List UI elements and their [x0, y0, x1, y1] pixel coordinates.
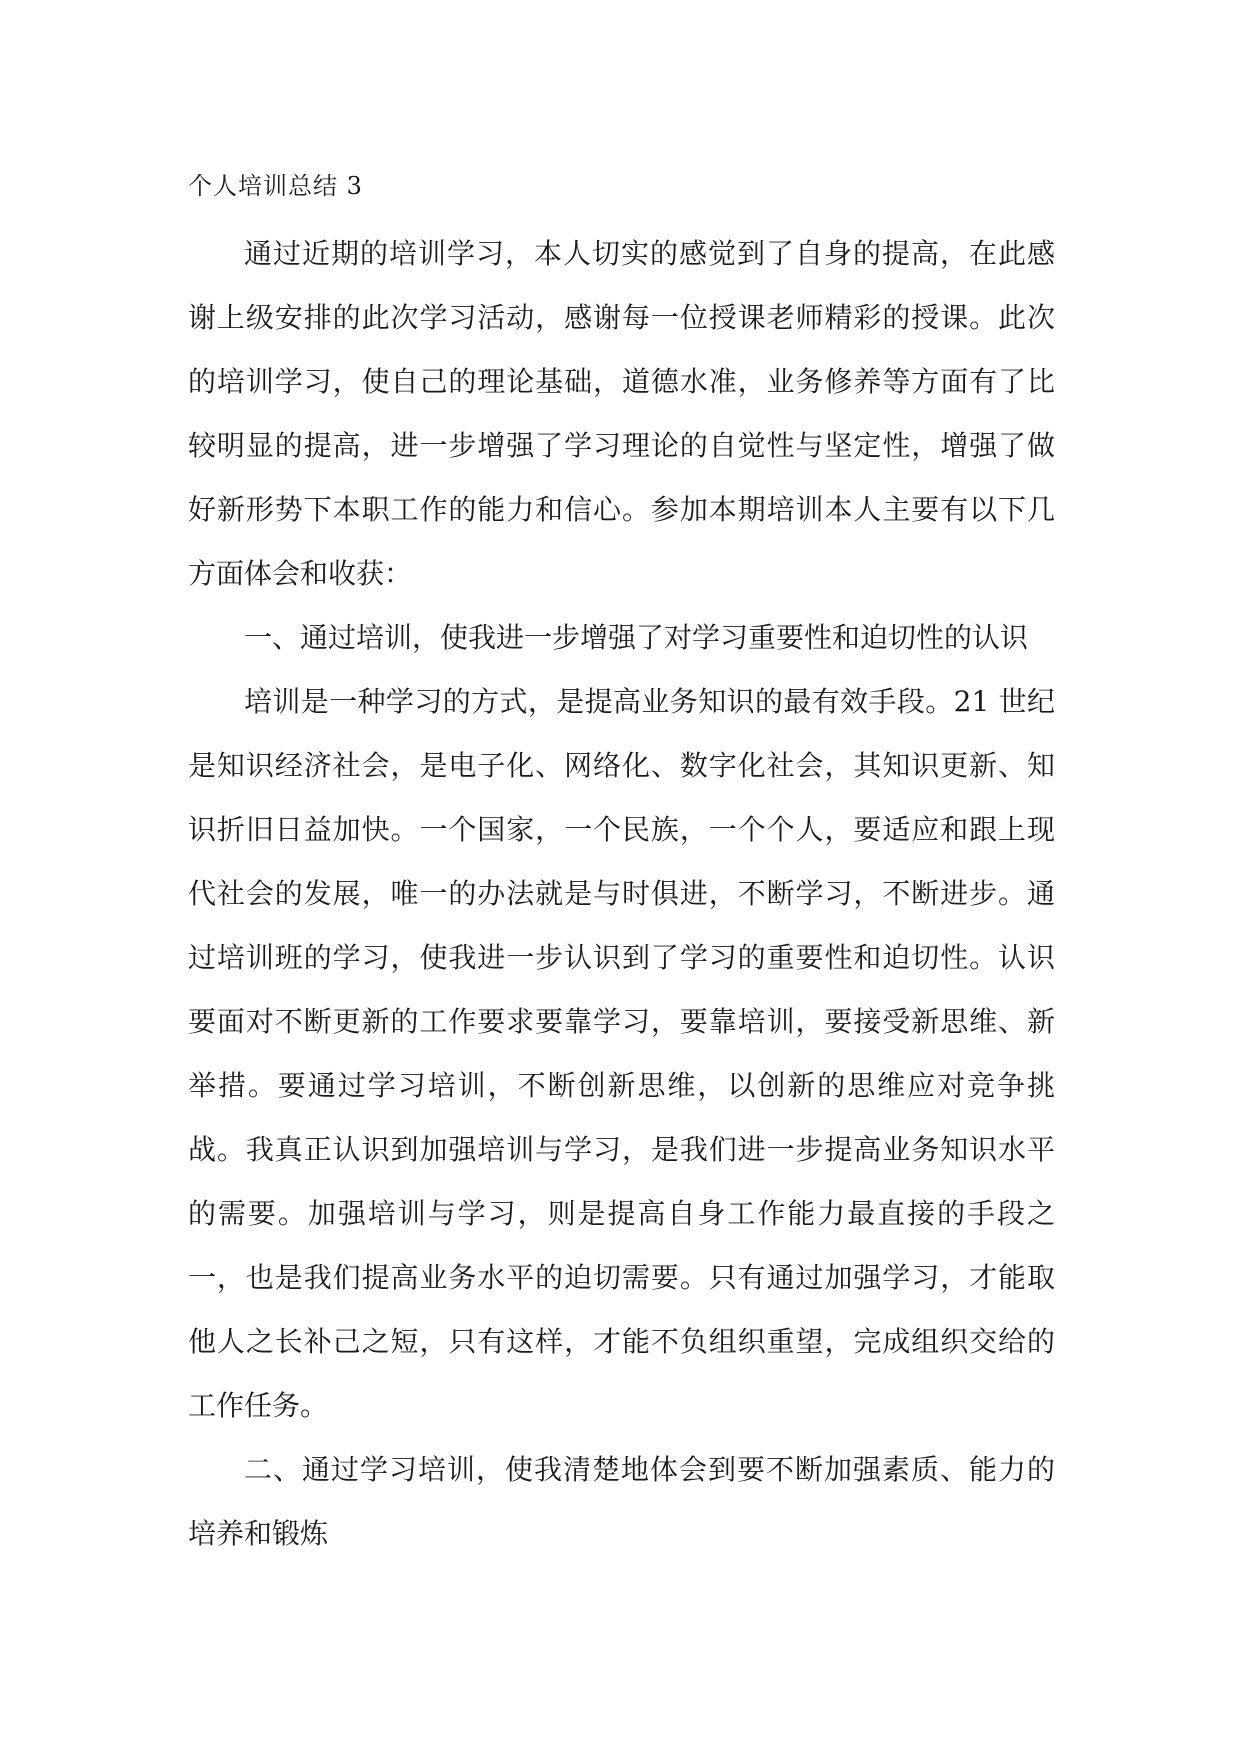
paragraph-intro: 通过近期的培训学习，本人切实的感觉到了自身的提高，在此感谢上级安排的此次学习活动，感谢每一位授课老师精彩的授课。此次的培训学习，使自己的理论基础，道德水准，业务修养等方面有了比较明显的提高，进一步增强了学习理论的自觉性与坚定性，增强了做好新形势下本职工作的能力和信心。参加本期培训本人主要有以下几方面体会和收获：	[188, 237, 1055, 590]
document-title: 个人培训总结 3	[188, 172, 363, 200]
paragraph-section-1: 培训是一种学习的方式，是提高业务知识的最有效手段。21 世纪是知识经济社会，是电子化、网络化、数字化社会，其知识更新、知识折旧日益加快。一个国家，一个民族，一个个人，要适应和跟上现代社会的发展，唯一的办法就是与时俱进，不断学习，不断进步。通过培训班的学习，使我进一步认识到了学习的重要性和迫切性。认识要面对不断更新的工作要求要靠学习，要靠培训，要接受新思维、新举措。要通过学习培训，不断创新思维，以创新的思维应对竞争挑战。我真正认识到加强培训与学习，是我们进一步提高业务知识水平的需要。加强培训与学习，则是提高自身工作能力最直接的手段之一，也是我们提高业务水平的迫切需要。只有通过加强学习，才能取他人之长补己之短，只有这样，才能不负组织重望，完成组织交给的工作任务。	[188, 685, 1055, 1422]
section-heading-2: 二、通过学习培训，使我清楚地体会到要不断加强素质、能力的培养和锻炼	[188, 1453, 1055, 1550]
section-heading-1: 一、通过培训，使我进一步增强了对学习重要性和迫切性的认识	[244, 621, 1029, 654]
document-body	[188, 222, 1055, 1566]
